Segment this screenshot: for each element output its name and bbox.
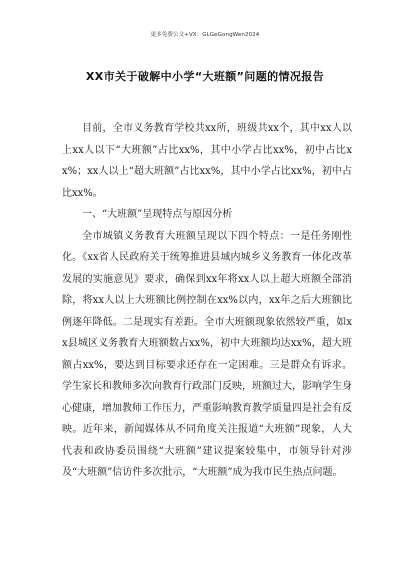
header-note: 更多免费公文+VX：GLGeGongWen2024: [150, 32, 260, 38]
document-body: [62, 118, 352, 484]
paragraph-analysis: 全市城镇义务教育大班额呈现以下四个特点：一是任务刚性化。《xx省人民政府关于统筹推进县域内城乡义务教育一体化改革发展的实施意见》要求，确保到xx年将xx人以上超大班额全部消除，将xx人以上大班额比例控制在xx%以内，xx年之后大班额比例逐年降低。二是现实有差距。全市大班额现象依然较严重，如xx县城区义务教育大班额数占xx%，初中大班额均达xx%，超大班额占xx%，要达到目标要求还存在一定困难。三是群众有诉求。学生家长和教师多次向教育行政部门反映，班额过大，影响学生身心健康，增加教师工作压力，严重影响教育教学质量四是社会有反映。近年来，新闻媒体从不同角度关注报道“大班额”现象，人大代表和政协委员围绕“大班额”建议提案较集中，市领导针对涉及“大班额”信访件多次批示，“大班额”成为我市民生热点问题。: [62, 230, 352, 478]
paragraph-intro: 目前，全市义务教育学校共xx所，班级共xx个，其中xx人以上xx人以下“大班额”占比xx%，其中小学占比xx%，初中占比xx%；xx人以上“超大班额”占比xx%，其中小学占比xx%，初中占比xx%。: [62, 123, 352, 199]
document-title: XX市关于破解中小学“大班额”问题的情况报告: [85, 70, 325, 83]
section-heading: 一、“大班额”呈现特点与原因分析: [82, 209, 233, 220]
